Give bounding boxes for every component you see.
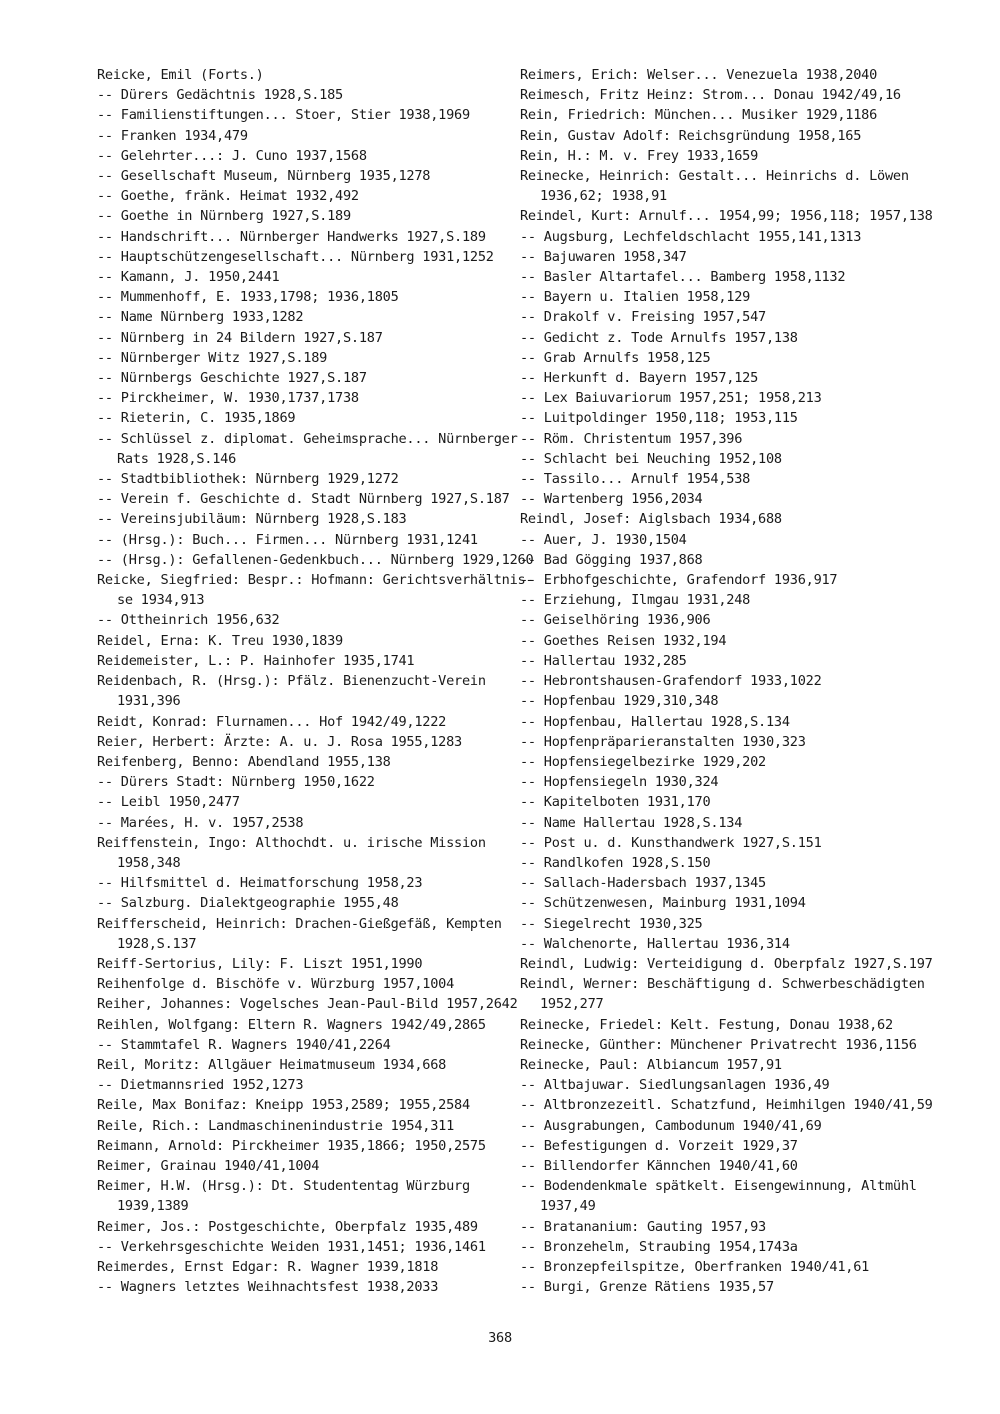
- index-entry: [97, 530, 517, 550]
- index-entry: [520, 368, 940, 388]
- index-entry: [520, 1277, 940, 1297]
- index-entry-text: -- Hilfsmittel d. Heimatforschung 1958,23: [97, 875, 423, 892]
- index-entry: [97, 227, 517, 247]
- index-entry-text: Reimer, H.W. (Hrsg.): Dt. Studententag Würzburg: [97, 1178, 470, 1195]
- index-entry-text: -- Herkunft d. Bayern 1957,125: [520, 370, 759, 387]
- index-entry: [97, 550, 534, 570]
- index-entry: [520, 469, 940, 489]
- index-entry: [520, 267, 940, 287]
- index-entry: [520, 873, 940, 893]
- index-entry-text: -- (Hrsg.): Gefallenen-Gedenkbuch... Nürnberg 1929,1260: [97, 551, 534, 568]
- index-entry-text: Reile, Rich.: Landmaschinenindustrie 1954,311: [97, 1117, 455, 1134]
- index-entry-text: -- Dürers Gedächtnis 1928,S.185: [97, 87, 343, 104]
- index-entry: [97, 206, 517, 226]
- index-entry: [97, 974, 517, 994]
- index-entry-text: Reimerdes, Ernst Edgar: R. Wagner 1939,1818: [97, 1258, 439, 1275]
- index-entry: [520, 348, 940, 368]
- index-entry-text: -- Hopfensiegelbezirke 1929,202: [520, 753, 766, 770]
- index-entry-text: Reier, Herbert: Ärzte: A. u. J. Rosa 1955,1283: [97, 733, 462, 750]
- index-entry: [97, 1136, 517, 1156]
- index-entry-text: -- Röm. Christentum 1957,396: [520, 430, 743, 447]
- index-entry-text: -- Bajuwaren 1958,347: [520, 248, 687, 265]
- index-entry: [520, 429, 940, 449]
- index-entry: [520, 590, 940, 610]
- index-entry-text: Reifferscheid, Heinrich: Drachen-Gießgefäß, Kempten: [97, 915, 502, 932]
- index-entry-text: -- Burgi, Grenze Rätiens 1935,57: [520, 1279, 774, 1296]
- index-entry-continuation: 1928,S.137: [117, 935, 197, 952]
- index-entry: [520, 1055, 940, 1075]
- index-entry-text: -- Dietmannsried 1952,1273: [97, 1077, 304, 1094]
- index-entry-text: -- Geiselhöring 1936,906: [520, 612, 711, 629]
- index-entry-text: -- Kamann, J. 1950,2441: [97, 269, 280, 286]
- index-entry: [97, 166, 517, 186]
- index-entry-text: Reinecke, Paul: Albiancum 1957,91: [520, 1056, 782, 1073]
- index-entry: [97, 65, 517, 85]
- index-entry: [520, 732, 940, 752]
- index-entry: [97, 328, 517, 348]
- index-entry-text: -- Wartenberg 1956,2034: [520, 491, 703, 508]
- index-entry-text: -- Kapitelboten 1931,170: [520, 794, 711, 811]
- index-entry: [520, 550, 940, 570]
- index-entry: [520, 570, 940, 590]
- index-entry-text: Reiher, Johannes: Vogelsches Jean-Paul-Bild 1957,2642: [97, 996, 518, 1013]
- index-entry: [97, 85, 517, 105]
- index-entry: [97, 671, 517, 711]
- index-entry: [520, 1035, 940, 1055]
- index-entry-text: -- Ottheinrich 1956,632: [97, 612, 280, 629]
- index-entry: [520, 974, 940, 1014]
- index-entry-text: -- Grab Arnulfs 1958,125: [520, 349, 711, 366]
- index-entry: [520, 1237, 940, 1257]
- index-entry-continuation: 1931,396: [117, 693, 181, 710]
- index-entry-text: -- Bad Gögging 1937,868: [520, 551, 703, 568]
- index-entry-text: -- Bayern u. Italien 1958,129: [520, 289, 751, 306]
- index-entry: [520, 146, 940, 166]
- index-entry: [97, 1075, 517, 1095]
- index-entry: [97, 893, 517, 913]
- index-entry-continuation: 1937,49: [540, 1198, 596, 1215]
- index-entry-text: -- Schlüssel z. diplomat. Geheimsprache... Nürnberger: [97, 430, 518, 447]
- index-entry: [520, 449, 940, 469]
- index-entry-text: Reihlen, Wolfgang: Eltern R. Wagners 1942/49,2865: [97, 1016, 486, 1033]
- index-entry: [520, 893, 940, 913]
- index-entry: [97, 914, 517, 954]
- index-entry-text: -- Schlacht bei Neuching 1952,108: [520, 450, 782, 467]
- index-entry: [520, 206, 940, 226]
- index-entry: [97, 247, 517, 267]
- index-entry: [520, 671, 940, 691]
- index-entry-text: -- Handschrift... Nürnberger Handwerks 1927,S.189: [97, 228, 486, 245]
- index-entry-text: -- Bratananium: Gauting 1957,93: [520, 1218, 766, 1235]
- index-entry-text: -- Franken 1934,479: [97, 127, 248, 144]
- index-entry: [97, 429, 517, 469]
- index-entry: [520, 388, 940, 408]
- index-entry-text: Reinecke, Heinrich: Gestalt... Heinrichs d. Löwen: [520, 168, 909, 185]
- index-entry-text: Reidel, Erna: K. Treu 1930,1839: [97, 632, 343, 649]
- index-entry: [520, 1095, 940, 1115]
- index-entry-text: Reimann, Arnold: Pirckheimer 1935,1866; 1950,2575: [97, 1137, 486, 1154]
- index-entry-text: -- Auer, J. 1930,1504: [520, 531, 687, 548]
- index-entry: [520, 227, 940, 247]
- index-entry-text: -- Siegelrecht 1930,325: [520, 915, 703, 932]
- index-entry: [97, 994, 517, 1014]
- index-entry: [97, 348, 517, 368]
- index-entry: [520, 954, 940, 974]
- index-entry-text: -- Leibl 1950,2477: [97, 794, 240, 811]
- index-entry: [520, 691, 940, 711]
- index-entry-text: Reindl, Werner: Beschäftigung d. Schwerbeschädigten: [520, 976, 925, 993]
- index-entry-continuation: 1939,1389: [117, 1198, 189, 1215]
- index-entry: [97, 813, 517, 833]
- index-entry-text: -- Gedicht z. Tode Arnulfs 1957,138: [520, 329, 798, 346]
- index-entry: [97, 388, 517, 408]
- index-entry: [97, 1015, 517, 1035]
- index-entry: [97, 186, 517, 206]
- index-entry: [97, 1156, 517, 1176]
- index-entry-text: Reicke, Emil (Forts.): [97, 67, 264, 83]
- index-entry: [520, 833, 940, 853]
- index-entry-text: Reidenbach, R. (Hrsg.): Pfälz. Bienenzucht-Verein: [97, 673, 486, 690]
- index-entry-text: Reihenfolge d. Bischöfe v. Würzburg 1957,1004: [97, 976, 455, 993]
- index-entry-text: Reimesch, Fritz Heinz: Strom... Donau 1942/49,16: [520, 87, 901, 104]
- index-entry-text: -- Bronzepfeilspitze, Oberfranken 1940/41,61: [520, 1258, 870, 1275]
- index-entry: [97, 469, 517, 489]
- index-entry: [97, 610, 517, 630]
- index-entry-text: -- Hebrontshausen-Grafendorf 1933,1022: [520, 673, 822, 690]
- index-entry: [520, 126, 940, 146]
- index-entry: [520, 1075, 940, 1095]
- index-entry: [520, 934, 940, 954]
- index-entry-text: -- Hopfenbau 1929,310,348: [520, 693, 719, 710]
- index-entry-text: Reidt, Konrad: Flurnamen... Hof 1942/49,1222: [97, 713, 447, 730]
- index-entry: [520, 105, 940, 125]
- index-entry: [520, 307, 940, 327]
- index-entry: [97, 712, 517, 732]
- index-entry: [97, 873, 517, 893]
- index-entry: [97, 1176, 517, 1216]
- index-entry-text: Reindl, Josef: Aiglsbach 1934,688: [520, 511, 782, 528]
- index-entry: [520, 328, 940, 348]
- index-entry-text: Rein, H.: M. v. Frey 1933,1659: [520, 147, 759, 164]
- index-entry: [520, 287, 940, 307]
- index-entry: [97, 651, 517, 671]
- index-entry-text: Reicke, Siegfried: Bespr.: Hofmann: Gerichtsverhältnis-: [97, 572, 534, 589]
- index-entry-text: -- Verkehrsgeschichte Weiden 1931,1451; 1936,1461: [97, 1238, 486, 1255]
- index-entry-text: -- Nürnbergs Geschichte 1927,S.187: [97, 370, 367, 387]
- index-entry: [520, 489, 940, 509]
- index-entry-text: -- Pirckheimer, W. 1930,1737,1738: [97, 390, 359, 407]
- index-entry-text: Reidemeister, L.: P. Hainhofer 1935,1741: [97, 652, 415, 669]
- index-entry: [97, 1277, 517, 1297]
- index-entry-text: Reiffenstein, Ingo: Althochdt. u. irische Mission: [97, 834, 486, 851]
- index-entry-text: -- Salzburg. Dialektgeographie 1955,48: [97, 895, 399, 912]
- index-entry: [520, 1136, 940, 1156]
- index-entry-text: Reile, Max Bonifaz: Kneipp 1953,2589; 1955,2584: [97, 1097, 470, 1114]
- index-entry: [520, 85, 940, 105]
- page-number: 368: [488, 1330, 512, 1346]
- index-entry-text: -- Rieterin, C. 1935,1869: [97, 410, 296, 427]
- index-entry-text: Reil, Moritz: Allgäuer Heimatmuseum 1934,668: [97, 1056, 447, 1073]
- index-entry: [97, 792, 517, 812]
- index-entry: [520, 247, 940, 267]
- index-entry: [520, 166, 940, 206]
- index-entry: [97, 307, 517, 327]
- index-entry-text: -- Name Nürnberg 1933,1282: [97, 309, 304, 326]
- index-entry: [520, 914, 940, 934]
- index-entry: [97, 368, 517, 388]
- index-entry-text: -- Randlkofen 1928,S.150: [520, 854, 711, 871]
- index-entry-text: -- Befestigungen d. Vorzeit 1929,37: [520, 1137, 798, 1154]
- index-entry-text: -- Bodendenkmale spätkelt. Eisengewinnung, Altmühl: [520, 1178, 917, 1195]
- index-entry-text: -- Dürers Stadt: Nürnberg 1950,1622: [97, 774, 375, 791]
- index-entry-text: Reindel, Kurt: Arnulf... 1954,99; 1956,118; 1957,138: [520, 208, 933, 225]
- index-entry-text: -- Drakolf v. Freising 1957,547: [520, 309, 766, 326]
- index-entry: [520, 1257, 940, 1277]
- index-entry: [97, 105, 517, 125]
- index-entry-text: -- Wagners letztes Weihnachtsfest 1938,2033: [97, 1279, 439, 1296]
- index-entry: [520, 813, 940, 833]
- index-entry-text: -- Verein f. Geschichte d. Stadt Nürnberg 1927,S.187: [97, 491, 510, 508]
- index-entry-text: Reinecke, Friedel: Kelt. Festung, Donau 1938,62: [520, 1016, 893, 1033]
- index-entry-text: Rein, Friedrich: München... Musiker 1929,1186: [520, 107, 878, 124]
- index-entry-text: -- Bronzehelm, Straubing 1954,1743a: [520, 1238, 798, 1255]
- index-entry: [97, 1055, 517, 1075]
- index-entry-text: -- Sallach-Hadersbach 1937,1345: [520, 875, 766, 892]
- index-entry: [97, 509, 517, 529]
- index-entry: [97, 146, 517, 166]
- index-entry: [97, 732, 517, 752]
- index-entry: [97, 631, 517, 651]
- index-entry: [520, 1176, 940, 1216]
- index-entry: [97, 833, 517, 873]
- index-entry-text: -- Augsburg, Lechfeldschlacht 1955,141,1313: [520, 228, 862, 245]
- index-entry: [97, 1095, 517, 1115]
- index-entry: [520, 631, 940, 651]
- index-entry-continuation: 1952,277: [540, 996, 604, 1013]
- index-entry: [97, 570, 534, 610]
- index-entry: [97, 287, 517, 307]
- index-entry-text: -- Hallertau 1932,285: [520, 652, 687, 669]
- left-column: [97, 65, 534, 1297]
- index-entry: [97, 1035, 517, 1055]
- index-entry: [97, 1237, 517, 1257]
- index-entry-text: -- Post u. d. Kunsthandwerk 1927,S.151: [520, 834, 822, 851]
- index-entry-text: -- Hauptschützengesellschaft... Nürnberg 1931,1252: [97, 248, 494, 265]
- index-entry-text: -- Vereinsjubiläum: Nürnberg 1928,S.183: [97, 511, 407, 528]
- index-entry-continuation: 1958,348: [117, 854, 181, 871]
- index-entry-text: -- Goethes Reisen 1932,194: [520, 632, 727, 649]
- index-entry-text: Reifenberg, Benno: Abendland 1955,138: [97, 753, 391, 770]
- index-entry: [97, 772, 517, 792]
- index-entry: [97, 1217, 517, 1237]
- index-entry: [520, 1015, 940, 1035]
- index-entry: [520, 408, 940, 428]
- index-entry-text: Reinecke, Günther: Münchener Privatrecht 1936,1156: [520, 1036, 917, 1053]
- index-entry-text: -- Hopfensiegeln 1930,324: [520, 774, 719, 791]
- index-entry: [97, 954, 517, 974]
- index-entry-text: -- Gelehrter...: J. Cuno 1937,1568: [97, 147, 367, 164]
- index-entry-text: -- (Hrsg.): Buch... Firmen... Nürnberg 1931,1241: [97, 531, 478, 548]
- index-entry-continuation: se 1934,913: [117, 592, 205, 609]
- index-entry-text: Reimers, Erich: Welser... Venezuela 1938,2040: [520, 67, 878, 83]
- index-entry: [520, 530, 940, 550]
- index-entry-text: -- Mummenhoff, E. 1933,1798; 1936,1805: [97, 289, 399, 306]
- index-entry-continuation: 1936,62; 1938,91: [540, 188, 667, 205]
- index-entry: [520, 772, 940, 792]
- index-entry-text: -- Ausgrabungen, Cambodunum 1940/41,69: [520, 1117, 822, 1134]
- index-entry-text: -- Hopfenbau, Hallertau 1928,S.134: [520, 713, 790, 730]
- index-entry-text: -- Nürnberger Witz 1927,S.189: [97, 349, 328, 366]
- index-entry-text: -- Stammtafel R. Wagners 1940/41,2264: [97, 1036, 391, 1053]
- index-entry: [520, 712, 940, 732]
- index-entry-text: -- Erziehung, Ilmgau 1931,248: [520, 592, 751, 609]
- index-entry: [520, 1116, 940, 1136]
- index-entry: [520, 752, 940, 772]
- index-entry-text: Reindl, Ludwig: Verteidigung d. Oberpfalz 1927,S.197: [520, 955, 933, 972]
- index-entry: [97, 752, 517, 772]
- index-entry-text: -- Stadtbibliothek: Nürnberg 1929,1272: [97, 471, 399, 488]
- index-entry-text: Rein, Gustav Adolf: Reichsgründung 1958,165: [520, 127, 862, 144]
- index-entry: [520, 792, 940, 812]
- index-entry-text: -- Goethe, fränk. Heimat 1932,492: [97, 188, 359, 205]
- index-entry: [520, 610, 940, 630]
- index-entry-text: -- Luitpoldinger 1950,118; 1953,115: [520, 410, 798, 427]
- index-entry-continuation: Rats 1928,S.146: [117, 450, 237, 467]
- index-entry-text: Reimer, Grainau 1940/41,1004: [97, 1157, 320, 1174]
- index-entry: [520, 65, 940, 85]
- index-entry-text: -- Altbronzezeitl. Schatzfund, Heimhilgen 1940/41,59: [520, 1097, 933, 1114]
- index-entry-text: Reimer, Jos.: Postgeschichte, Oberpfalz 1935,489: [97, 1218, 478, 1235]
- index-entry: [520, 651, 940, 671]
- index-entry-text: -- Billendorfer Kännchen 1940/41,60: [520, 1157, 798, 1174]
- index-entry: [97, 489, 517, 509]
- index-entry: [97, 267, 517, 287]
- index-entry: [97, 408, 517, 428]
- index-entry: [520, 853, 940, 873]
- index-entry: [520, 509, 940, 529]
- index-entry-text: -- Marées, H. v. 1957,2538: [97, 814, 304, 831]
- index-entry-text: Reiff-Sertorius, Lily: F. Liszt 1951,1990: [97, 955, 423, 972]
- right-column: [520, 65, 940, 1297]
- index-entry-text: -- Tassilo... Arnulf 1954,538: [520, 471, 751, 488]
- index-entry-text: -- Hopfenpräparieranstalten 1930,323: [520, 733, 806, 750]
- index-entry-text: -- Name Hallertau 1928,S.134: [520, 814, 743, 831]
- index-entry-text: -- Gesellschaft Museum, Nürnberg 1935,1278: [97, 168, 431, 185]
- index-entry: [520, 1217, 940, 1237]
- index-entry: [520, 1156, 940, 1176]
- index-entry: [97, 126, 517, 146]
- index-entry-text: -- Erbhofgeschichte, Grafendorf 1936,917: [520, 572, 838, 589]
- index-entry: [97, 1116, 517, 1136]
- index-entry-text: -- Familienstiftungen... Stoer, Stier 1938,1969: [97, 107, 470, 124]
- index-entry-text: -- Schützenwesen, Mainburg 1931,1094: [520, 895, 806, 912]
- index-entry-text: -- Goethe in Nürnberg 1927,S.189: [97, 208, 351, 225]
- index-entry-text: -- Walchenorte, Hallertau 1936,314: [520, 935, 790, 952]
- index-entry-text: -- Lex Baiuvariorum 1957,251; 1958,213: [520, 390, 822, 407]
- index-entry-text: -- Nürnberg in 24 Bildern 1927,S.187: [97, 329, 383, 346]
- index-entry: [97, 1257, 517, 1277]
- index-entry-text: -- Basler Altartafel... Bamberg 1958,1132: [520, 269, 846, 286]
- index-entry-text: -- Altbajuwar. Siedlungsanlagen 1936,49: [520, 1077, 830, 1094]
